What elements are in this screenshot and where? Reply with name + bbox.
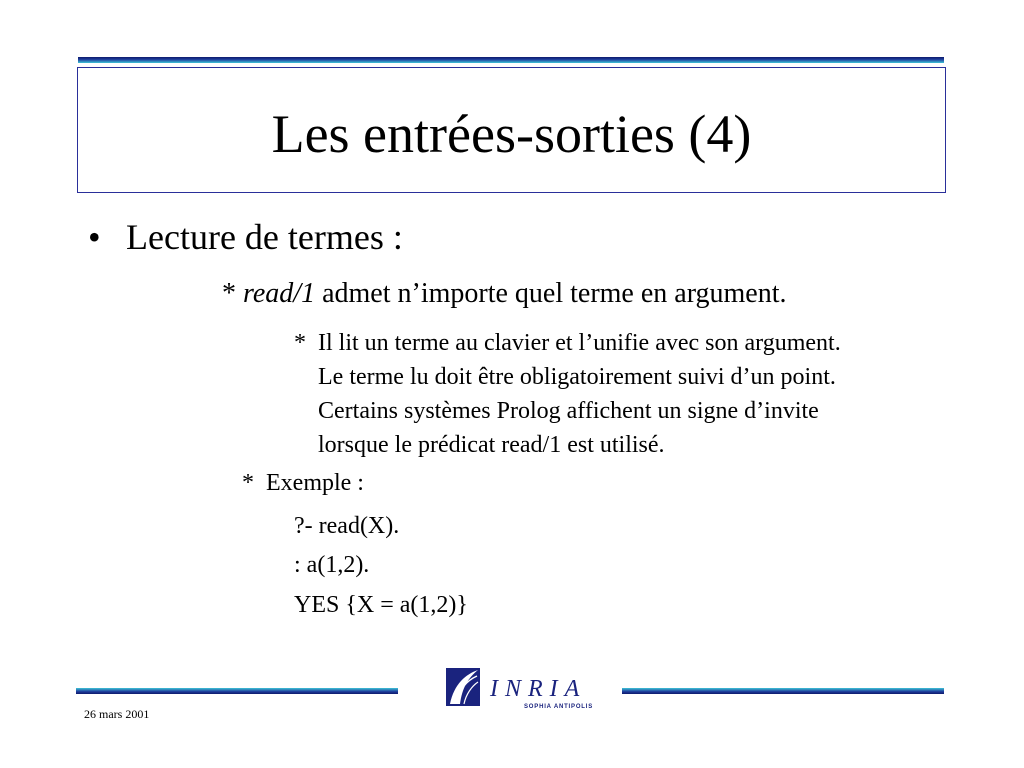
example-heading <box>242 466 364 500</box>
slide-title: Les entrées-sorties (4) <box>271 104 752 164</box>
example-line-query: ?- read(X). <box>294 513 400 539</box>
footer-date: 26 mars 2001 <box>84 707 150 721</box>
example-heading-text: Exemple : <box>266 470 364 496</box>
inria-swoosh-icon <box>446 668 480 706</box>
detail-line: Certains systèmes Prolog affichent un signe d’invite <box>318 398 819 424</box>
sub-item-read <box>222 277 787 311</box>
sub-item-marker: * <box>222 278 236 309</box>
inria-wordmark: INRIA <box>490 676 587 702</box>
detail-line: lorsque le prédicat read/1 est utilisé. <box>318 432 665 458</box>
detail-line: Il lit un terme au clavier et l’unifie avec son argument. <box>318 330 841 356</box>
bullet-lecture-de-termes <box>88 216 403 259</box>
bottom-rule-left <box>76 688 398 694</box>
sub-item-term: read/1 <box>243 278 316 309</box>
detail-marker: * <box>294 330 306 356</box>
bullet-text: Lecture de termes : <box>126 217 403 257</box>
inria-subtitle: SOPHIA ANTIPOLIS <box>524 704 594 710</box>
detail-line: Le terme lu doit être obligatoirement suivi d’un point. <box>318 364 836 390</box>
inria-logo <box>444 664 600 712</box>
bottom-rule-right <box>622 688 944 694</box>
example-marker: * <box>242 470 254 496</box>
bullet-marker: • <box>88 217 101 257</box>
sub-item-text: admet n’importe quel terme en argument. <box>315 278 787 309</box>
example-line-result: YES {X = a(1,2)} <box>294 592 468 618</box>
example-line-input: : a(1,2). <box>294 552 370 578</box>
